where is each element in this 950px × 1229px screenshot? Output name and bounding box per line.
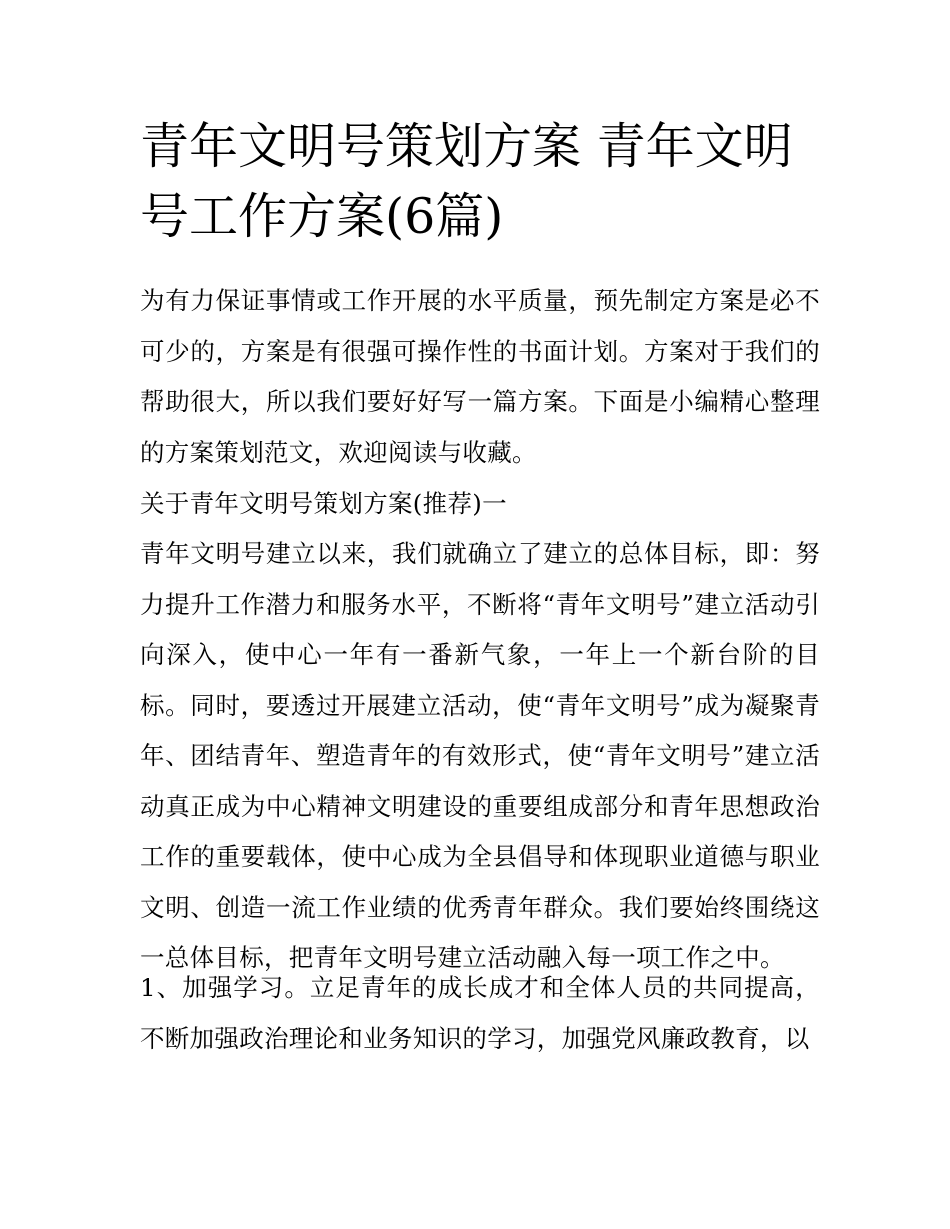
- document-title: 青年文明号策划方案 青年文明号工作方案(6篇): [140, 118, 793, 245]
- list-item: 1、加强学习。立足青年的成长成才和全体人员的共同提高，不断加强政治理论和业务知识的学习，加强党风廉政教育，以: [140, 973, 820, 1053]
- section-heading: 关于青年文明号策划方案(推荐)一: [140, 489, 507, 518]
- body-paragraph: 青年文明号建立以来，我们就确立了建立的总体目标，即：努力提升工作潜力和服务水平，不断将“青年文明号”建立活动引向深入，使中心一年有一番新气象，一年上一个新台阶的目标。同时，要透过开展建立活动，使“青年文明号”成为凝聚青年、团结青年、塑造青年的有效形式，使“青年文明号”建立活动真正成为中心精神文明建设的重要组成部分和青年思想政治工作的重要载体，使中心成为全县倡导和体现职业道德与职业文明、创造一流工作业绩的优秀青年群众。我们要始终围绕这一总体目标，把青年文明号建立活动融入每一项工作之中。: [140, 539, 820, 972]
- intro-paragraph: 为有力保证事情或工作开展的水平质量，预先制定方案是必不可少的，方案是有很强可操作性的书面计划。方案对于我们的帮助很大，所以我们要好好写一篇方案。下面是小编精心整理的方案策划范文，欢迎阅读与收藏。: [140, 286, 820, 467]
